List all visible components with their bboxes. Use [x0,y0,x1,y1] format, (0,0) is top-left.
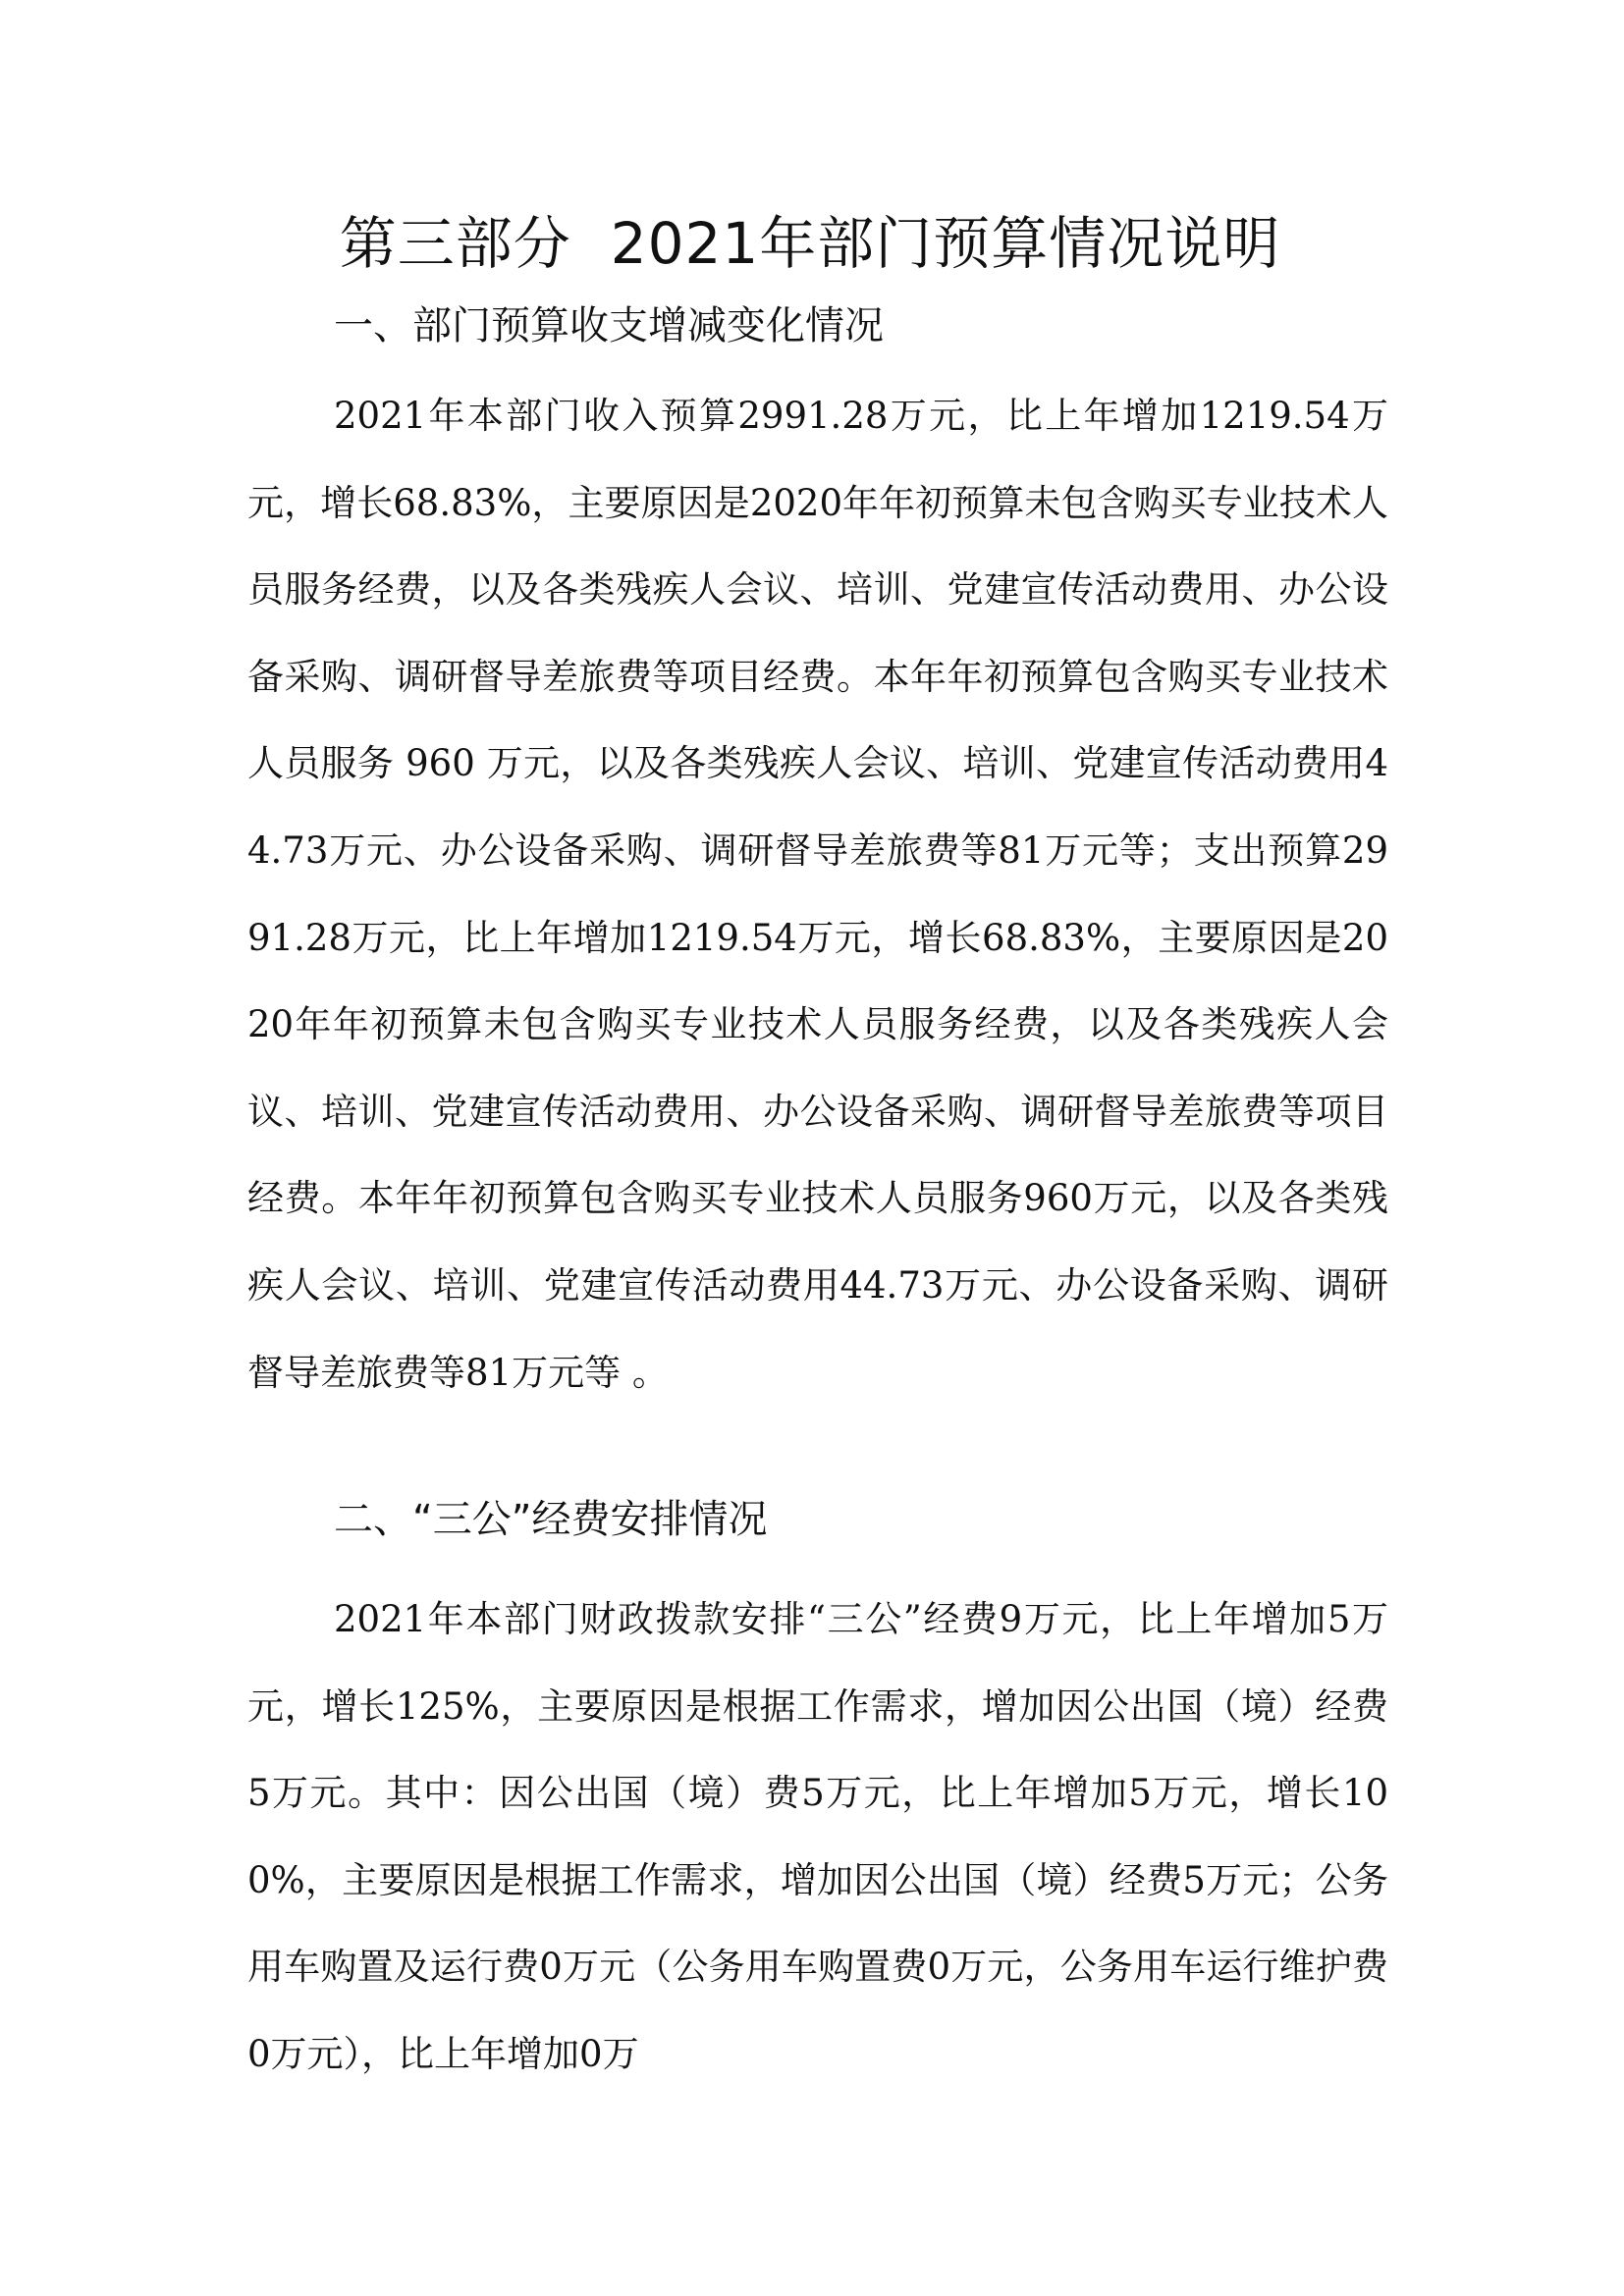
title-part: 第三部分 [339,210,571,277]
section-paragraph-budget-changes: 2021年本部门收入预算2991.28万元，比上年增加1219.54万元，增长68.83%，主要原因是2020年年初预算未包含购买专业技术人员服务经费，以及各类残疾人会议、培训、党建宣传活动费用、办公设备采购、调研督导差旅费等项目经费。本年年初预算包含购买专业技术人员服务 960 万元，以及各类残疾人会议、培训、党建宣传活动费用44.73万元、办公设备采购、调研督导差旅费等81万元等；支出预算2991.28万元，比上年增加1219.54万元，增长68.83%，主要原因是2020年年初预算未包含购买专业技术人员服务经费，以及各类残疾人会议、培训、党建宣传活动费用、办公设备采购、调研督导差旅费等项目经费。本年年初预算包含购买专业技术人员服务960万元，以及各类残疾人会议、培训、党建宣传活动费用44.73万元、办公设备采购、调研督导差旅费等81万元等 。 [247,395,1388,1394]
section-heading-three-public-expenses: 二、“三公”经费安排情况 [334,1497,768,1542]
page-title [245,204,1375,283]
title-text: 2021年部门预算情况说明 [610,210,1281,277]
section-heading-budget-changes: 一、部门预算收支增减变化情况 [334,303,884,348]
section-paragraph-three-public-expenses: 2021年本部门财政拨款安排“三公”经费9万元，比上年增加5万元，增长125%，主要原因是根据工作需求，增加因公出国（境）经费5万元。其中：因公出国（境）费5万元，比上年增加5万元，增长100%，主要原因是根据工作需求，增加因公出国（境）经费5万元；公务用车购置及运行费0万元（公务用车购置费0万元，公务用车运行维护费0万元），比上年增加0万 [247,1598,1388,2075]
